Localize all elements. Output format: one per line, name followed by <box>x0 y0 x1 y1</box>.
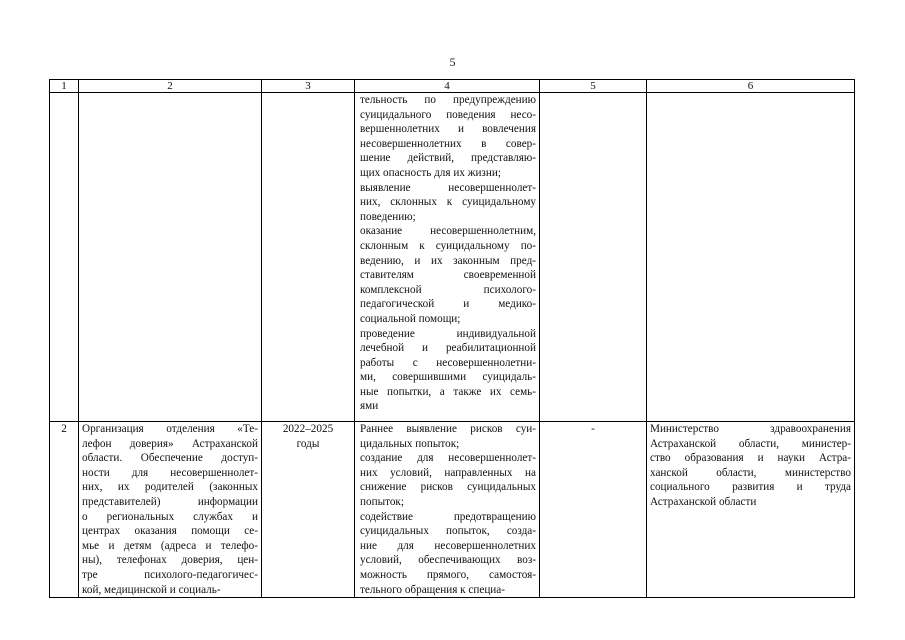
expected-results <box>355 422 540 598</box>
text-line: центрах оказания помощи се- <box>82 525 258 538</box>
text-line: ведению, и их законным пред- <box>360 254 536 267</box>
row-number: 2 <box>50 422 79 598</box>
page-number: 5 <box>449 55 456 69</box>
text-line: выявление несовершеннолет- <box>360 181 536 194</box>
text-line: шение действий, представляю- <box>360 152 536 165</box>
text-line: них, склонных к суицидальному <box>360 196 536 209</box>
text-line: создание для несовершеннолет- <box>360 452 536 465</box>
text-line: представителей) информации <box>82 495 258 508</box>
text-line: оказание несовершеннолетним, <box>360 225 536 238</box>
text-line: снижение рисков суицидальных <box>360 481 536 494</box>
text-line: педагогической и медико- <box>360 298 536 311</box>
text-line: социальной помощи; <box>360 312 461 325</box>
col-header-5: 5 <box>540 80 647 93</box>
text-line: ями <box>360 400 379 413</box>
text-line: вершеннолетних и вовлечения <box>360 123 536 136</box>
col-header-2: 2 <box>79 80 262 93</box>
text-line: социального развития и труда <box>650 481 851 494</box>
measures-table <box>49 79 855 598</box>
text-line: тре психолого-педагогичес- <box>82 568 258 581</box>
cont-cell-4-results <box>355 93 540 422</box>
continuation-row <box>50 93 855 422</box>
measure-row-2 <box>50 422 855 598</box>
cont-cell-3 <box>262 93 355 422</box>
text-line: тельность по предупреждению <box>360 94 536 106</box>
text-line: области. Обеспечение доступ- <box>82 452 258 465</box>
col-header-4: 4 <box>355 80 540 93</box>
cont-cell-1 <box>50 93 79 422</box>
col-header-6: 6 <box>647 80 855 93</box>
col-header-3: 3 <box>262 80 355 93</box>
text-line: них, их родителей (законных <box>82 481 258 494</box>
text-line: Раннее выявление рисков суи- <box>360 423 536 435</box>
text-line: ние для несовершеннолетних <box>360 539 536 552</box>
text-line: мье и детям (адреса и телефо- <box>82 539 258 552</box>
text-line: попыток; <box>360 495 404 508</box>
text-line: кой, медицинской и социаль- <box>82 583 221 596</box>
responsible-executors <box>647 422 855 598</box>
text-line: Астраханской области, министер- <box>650 437 851 450</box>
text-line: Министерство здравоохранения <box>650 423 851 435</box>
text-line: поведению; <box>360 210 416 223</box>
text-line: суицидальных попыток, созда- <box>360 525 536 538</box>
text-line: цидальных попыток; <box>360 437 460 450</box>
text-line: Астраханской области <box>650 495 757 508</box>
period-cell <box>262 422 355 598</box>
cont-cell-6 <box>647 93 855 422</box>
text-line: склонным к суицидальному по- <box>360 239 536 252</box>
text-line: лефон доверия» Астраханской <box>82 437 258 450</box>
text-line: ставителям своевременной <box>360 269 536 282</box>
text-line: содействие предотвращению <box>360 510 536 523</box>
measure-description <box>79 422 262 598</box>
text-line: условий, обеспечивающих воз- <box>360 554 536 567</box>
text-line: ханской области, министерство <box>650 466 851 479</box>
text-line: суицидального поведения несо- <box>360 108 536 121</box>
period-label: годы <box>296 437 320 450</box>
text-line: несовершеннолетних в совер- <box>360 137 536 150</box>
text-line: ми, совершившими суицидаль- <box>360 371 536 384</box>
text-line: ности для несовершеннолет- <box>82 466 258 479</box>
text-line: лечебной и реабилитационной <box>360 342 536 355</box>
text-line: работы с несовершеннолетни- <box>360 356 536 369</box>
text-line: комплексной психолого- <box>360 283 536 296</box>
funding-cell: - <box>540 422 647 598</box>
text-line: ство образования и науки Астра- <box>650 452 851 465</box>
text-line: можность прямого, самостоя- <box>360 568 536 581</box>
period-years: 2022–2025 <box>282 423 334 435</box>
text-line: проведение индивидуальной <box>360 327 536 340</box>
text-line: них условий, направленных на <box>360 466 536 479</box>
text-line: тельного обращения к специа- <box>360 583 505 596</box>
cont-cell-2 <box>79 93 262 422</box>
text-line: ны), телефонах доверия, цен- <box>82 554 258 567</box>
text-line: щих опасность для их жизни; <box>360 166 501 179</box>
cont-cell-5 <box>540 93 647 422</box>
text-line: о региональных службах и <box>82 510 258 523</box>
text-line: Организация отделения «Те- <box>82 423 258 435</box>
col-header-1: 1 <box>50 80 79 93</box>
column-number-row <box>50 80 855 93</box>
text-line: ные попытки, а также их семь- <box>360 385 536 398</box>
